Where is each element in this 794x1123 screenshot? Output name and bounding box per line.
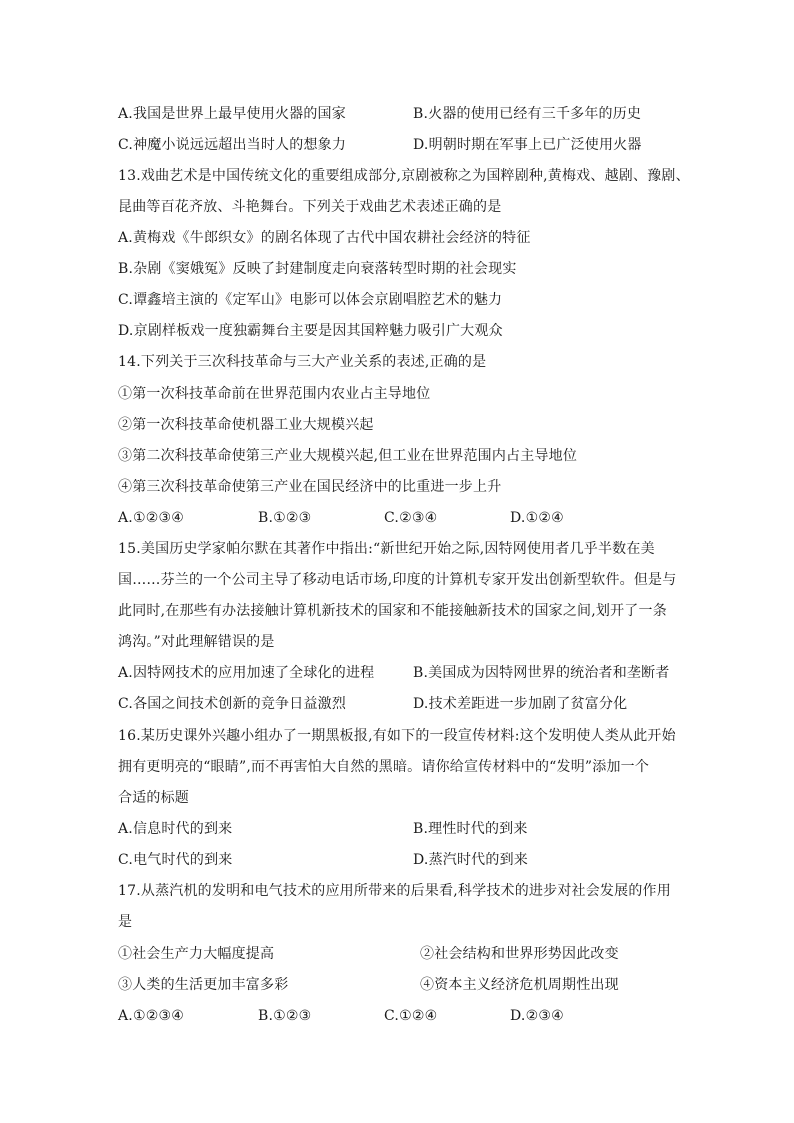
q13-stem-line2: 昆曲等百花齐放、斗艳舞台。下列关于戏曲艺术表述正确的是 [118,199,502,215]
q14-option-d: D.①②④ [510,510,564,526]
q13-option-b: B.杂剧《窦娥冤》反映了封建制度走向衰落转型时期的社会现实 [118,261,517,277]
q13-stem-line1: 13.戏曲艺术是中国传统文化的重要组成部分,京剧被称之为国粹剧种,黄梅戏、越剧、豫剧、 [118,168,690,184]
q17-option-d: D.②③④ [510,1008,564,1024]
q16-option-a: A.信息时代的到来 [118,821,233,837]
q16-stem-line3: 合适的标题 [118,790,189,806]
q17-item-4: ④资本主义经济危机周期性出现 [420,977,619,993]
q14-option-a: A.①②③④ [118,510,184,526]
q14-item-2: ②第一次科技革命使机器工业大规模兴起 [118,417,374,433]
q15-option-a: A.因特网技术的应用加速了全球化的进程 [118,665,375,681]
q17-stem-line1: 17.从蒸汽机的发明和电气技术的应用所带来的后果看,科学技术的进步对社会发展的作用 [118,883,671,899]
q14-item-3: ③第二次科技革命使第三产业大规模兴起,但工业在世界范围内占主导地位 [118,448,578,464]
q17-option-a: A.①②③④ [118,1008,184,1024]
q12-option-d: D.明朝时期在军事上已广泛使用火器 [413,137,642,153]
q16-stem-line1: 16.某历史课外兴趣小组办了一期黑板报,有如下的一段宣传材料:这个发明使人类从此开始 [118,728,676,744]
q17-item-2: ②社会结构和世界形势因此改变 [420,946,619,962]
q13-option-d: D.京剧样板戏一度独霸舞台主要是因其国粹魅力吸引广大观众 [118,323,503,339]
q15-stem-line4: 鸿沟。”对此理解错误的是 [118,634,275,650]
q17-option-c: C.①②④ [384,1008,438,1024]
q17-option-b: B.①②③ [258,1008,312,1024]
q15-stem-line1: 15.美国历史学家帕尔默在其著作中指出:“新世纪开始之际,因特网使用者几乎半数在美 [118,541,655,557]
q13-option-a: A.黄梅戏《牛郎织女》的剧名体现了古代中国农耕社会经济的特征 [118,230,531,246]
q12-option-b: B.火器的使用已经有三千多年的历史 [413,106,642,122]
q17-item-1: ①社会生产力大幅度提高 [118,946,275,962]
q16-stem-line2: 拥有更明亮的“眼睛”,而不再害怕大自然的黑暗。请你给宣传材料中的“发明”添加一个 [118,759,650,775]
q14-stem: 14.下列关于三次科技革命与三大产业关系的表述,正确的是 [118,354,487,370]
q13-option-c: C.谭鑫培主演的《定军山》电影可以体会京剧唱腔艺术的魅力 [118,292,503,308]
q16-option-d: D.蒸汽时代的到来 [413,852,528,868]
q16-option-b: B.理性时代的到来 [413,821,528,837]
q17-stem-line2: 是 [118,914,133,930]
q15-option-b: B.美国成为因特网世界的统治者和垄断者 [413,665,670,681]
q14-item-1: ①第一次科技革命前在世界范围内农业占主导地位 [118,386,431,402]
q15-stem-line3: 此同时,在那些有办法接触计算机新技术的国家和不能接触新技术的国家之间,划开了一条 [118,603,667,619]
q15-stem-line2: 国……芬兰的一个公司主导了移动电话市场,印度的计算机专家开发出创新型软件。但是与 [118,572,677,588]
q14-option-c: C.②③④ [384,510,438,526]
q12-option-c: C.神魔小说远远超出当时人的想象力 [118,137,347,153]
q14-item-4: ④第三次科技革命使第三产业在国民经济中的比重进一步上升 [118,479,502,495]
q12-option-a: A.我国是世界上最早使用火器的国家 [118,106,346,122]
q17-item-3: ③人类的生活更加丰富多彩 [118,977,289,993]
q16-option-c: C.电气时代的到来 [118,852,233,868]
q15-option-d: D.技术差距进一步加剧了贫富分化 [413,696,628,712]
q14-option-b: B.①②③ [258,510,312,526]
q15-option-c: C.各国之间技术创新的竞争日益激烈 [118,696,347,712]
